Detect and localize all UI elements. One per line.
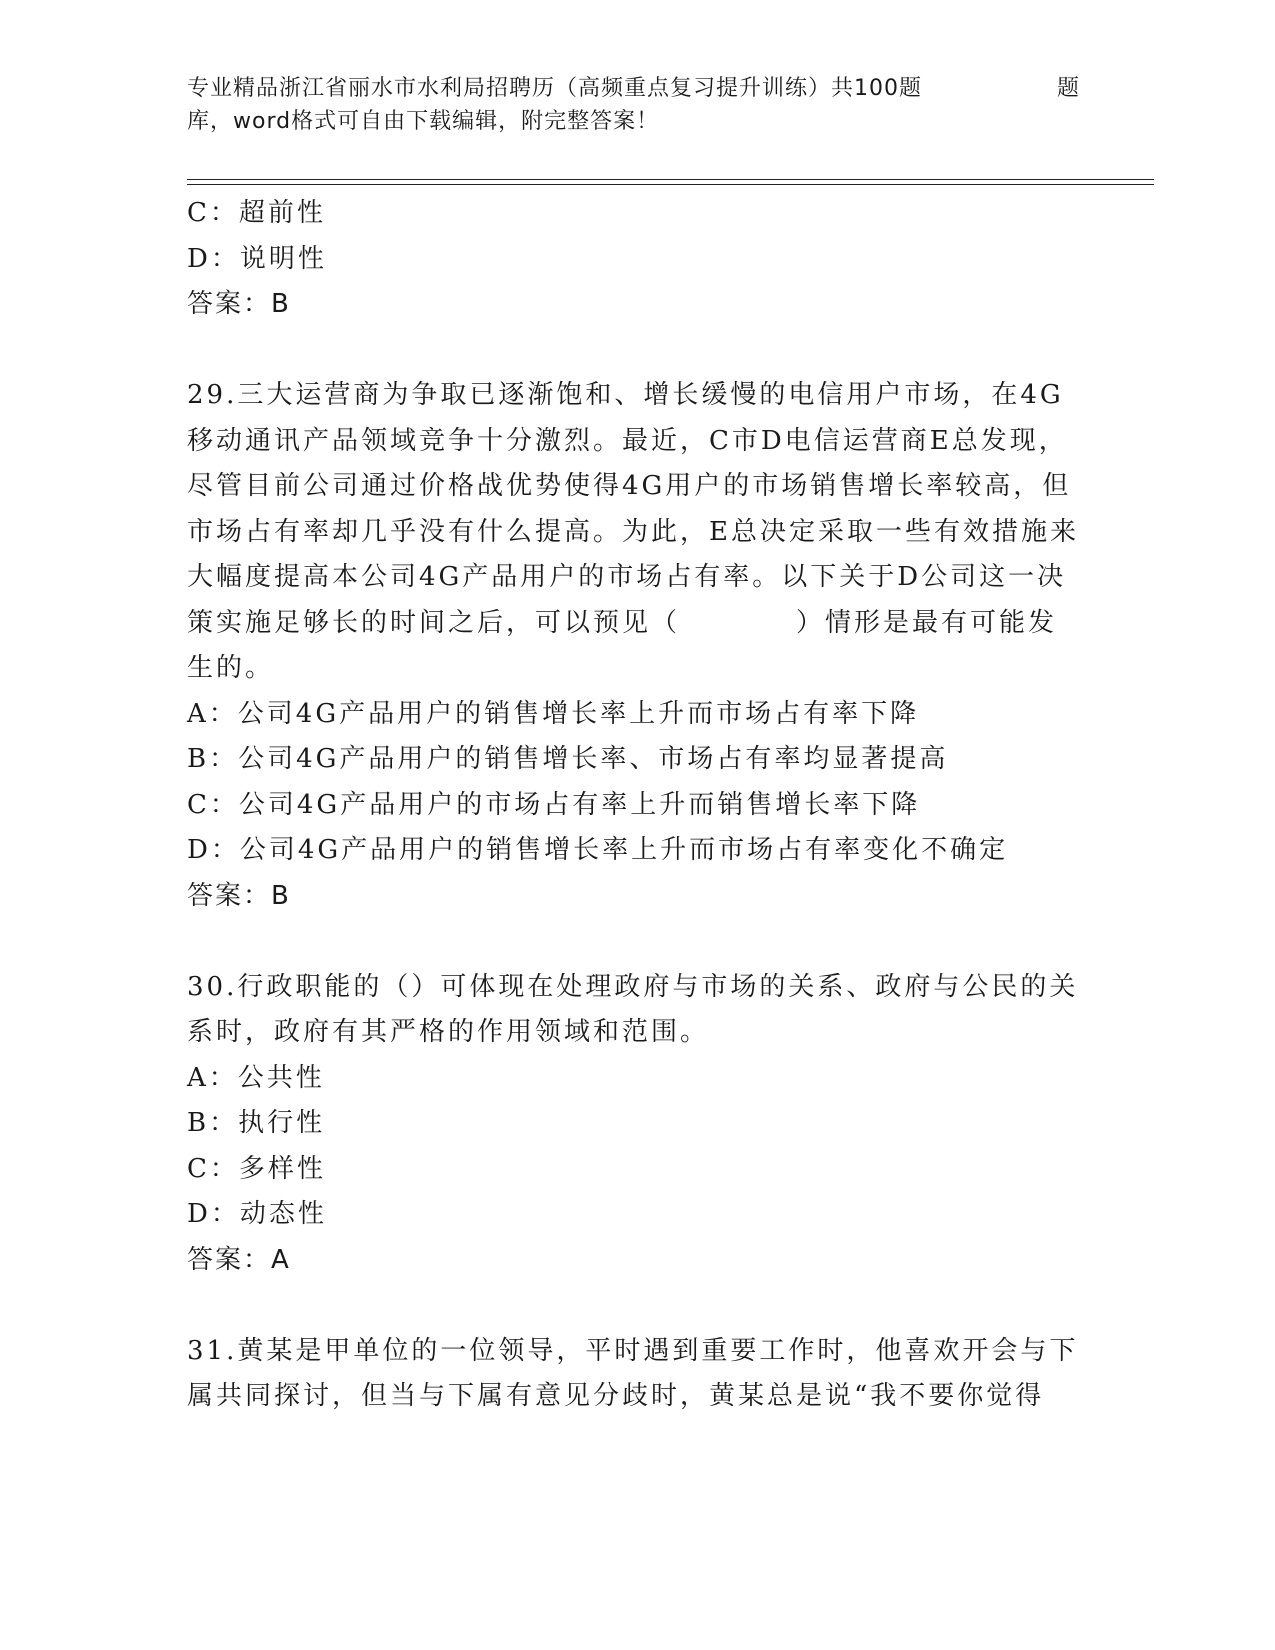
answer-line: 答案：B xyxy=(187,880,291,911)
option-a: A：公司4G产品用户的销售增长率上升而市场占有率下降 xyxy=(187,698,920,729)
option-b: B：执行性 xyxy=(187,1108,326,1138)
question-stem-line: 尽管目前公司通过价格战优势使得4G用户的市场销售增长率较高，但 xyxy=(187,471,1072,501)
question-stem-line: 移动通讯产品领域竞争十分激烈。最近，C市D电信运营商E总发现， xyxy=(187,425,1068,456)
header-divider-thin xyxy=(187,184,1154,185)
header-line-1-tail: 题 xyxy=(1057,76,1081,101)
option-a: A：公共性 xyxy=(187,1062,325,1093)
header-line-2: 库，word格式可自由下载编辑，附完整答案！ xyxy=(187,109,660,134)
question-30 xyxy=(187,965,1087,1284)
header-divider xyxy=(187,179,1154,180)
answer-line: 答案：B xyxy=(187,289,291,319)
question-29 xyxy=(187,373,1087,919)
option-c: C：多样性 xyxy=(187,1153,326,1184)
question-stem-line: 大幅度提高本公司4G产品用户的市场占有率。以下关于D公司这一决 xyxy=(187,562,1067,592)
document-body xyxy=(187,191,1087,1420)
option-d: D：动态性 xyxy=(187,1199,327,1229)
question-31 xyxy=(187,1329,1087,1420)
question-28-tail xyxy=(187,191,1087,328)
question-stem-line: 属共同探讨，但当与下属有意见分歧时，黄某总是说“我不要你觉得 xyxy=(187,1381,1045,1411)
question-stem-line: 29.三大运营商为争取已逐渐饱和、增长缓慢的电信用户市场，在4G xyxy=(187,380,1064,410)
question-stem-line: 策实施足够长的时间之后，可以预见（ ）情形是最有可能发 xyxy=(187,607,1058,638)
question-stem-line: 31.黄某是甲单位的一位领导，平时遇到重要工作时，他喜欢开会与下 xyxy=(187,1335,1079,1366)
question-stem-line: 市场占有率却几乎没有什么提高。为此，E总决定采取一些有效措施来 xyxy=(187,516,1079,547)
question-spacer xyxy=(187,919,1087,965)
option-d: D：公司4G产品用户的销售增长率上升而市场占有率变化不确定 xyxy=(187,835,1009,865)
question-stem-line: 系时，政府有其严格的作用领域和范围。 xyxy=(187,1017,710,1047)
question-stem-line: 30.行政职能的（）可体现在处理政府与市场的关系、政府与公民的关 xyxy=(187,971,1079,1002)
option-b: B：公司4G产品用户的销售增长率、市场占有率均显著提高 xyxy=(187,744,949,774)
option-c: C：公司4G产品用户的市场占有率上升而销售增长率下降 xyxy=(187,789,921,820)
option-c: C：超前性 xyxy=(187,198,326,228)
answer-line: 答案：A xyxy=(187,1244,291,1275)
page-header xyxy=(187,72,1087,138)
option-d: D：说明性 xyxy=(187,243,327,274)
question-spacer xyxy=(187,1283,1087,1329)
question-stem-line: 生的。 xyxy=(187,653,275,683)
question-spacer xyxy=(187,328,1087,374)
header-line-1: 专业精品浙江省丽水市水利局招聘历（高频重点复习提升训练）共100题 xyxy=(187,76,922,101)
